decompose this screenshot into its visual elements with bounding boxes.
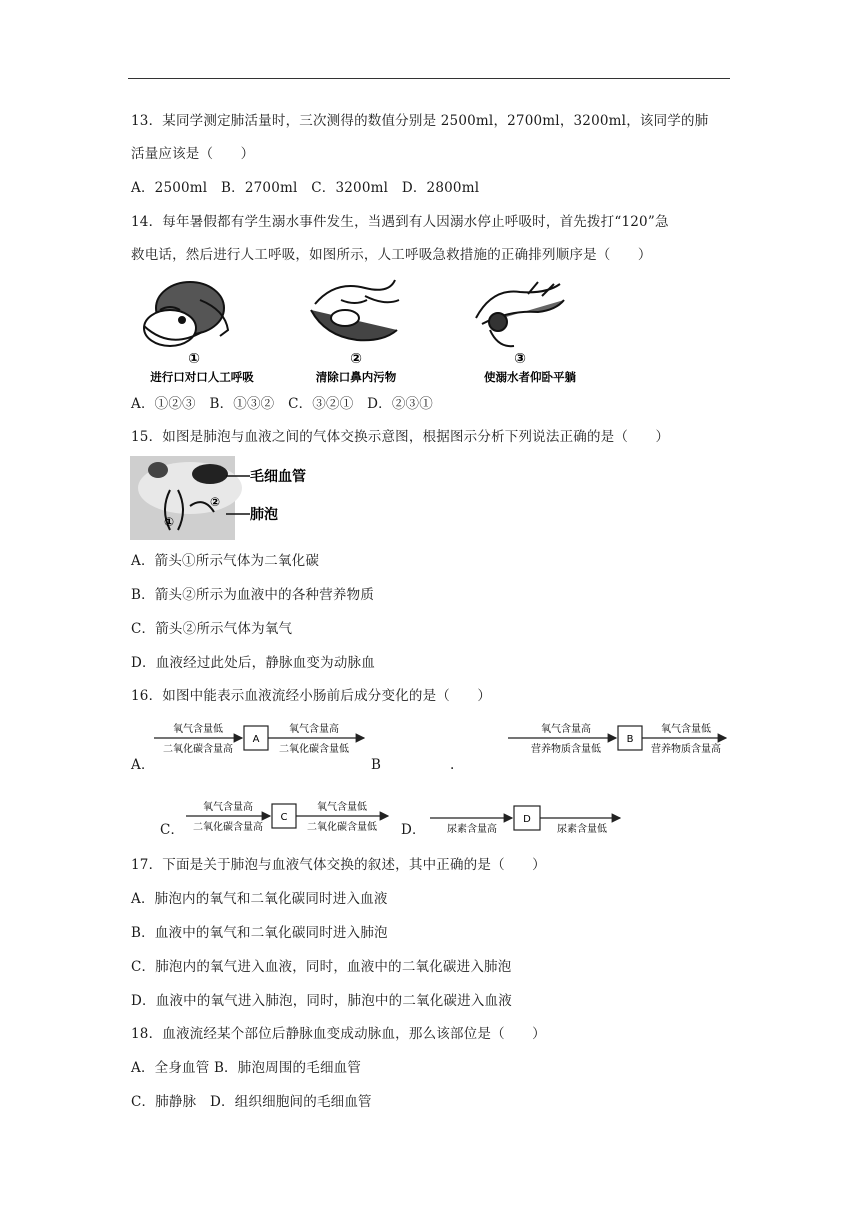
flow-diagram-a	[150, 716, 370, 760]
q16-dot: .	[450, 757, 455, 773]
q16-label-a: A．	[131, 757, 155, 773]
rescue-illustration-1	[144, 282, 228, 346]
a-out-bottom: 二氧化碳含量低	[279, 744, 349, 755]
d-out-bottom: 尿素含量低	[557, 824, 607, 835]
q15-stem: 15．如图是肺泡与血液之间的气体交换示意图，根据图示分析下列说法正确的是（ ）	[131, 429, 670, 445]
label-alveolus: 肺泡	[250, 507, 278, 523]
q18-stem: 18．血液流经某个部位后静脉血变成动脉血，那么该部位是（ ）	[131, 1026, 546, 1042]
q14-stem-line1: 14．每年暑假都有学生溺水事件发生，当遇到有人因溺水停止呼吸时，首先拨打“120”急	[131, 214, 669, 230]
flow-diagram-c	[184, 794, 394, 838]
q15-option-d: D．血液经过此处后，静脉血变为动脉血	[131, 655, 375, 671]
rescue-num-3: ③	[514, 351, 526, 367]
flow-diagram-b	[506, 716, 730, 760]
q17-option-b: B．血液中的氧气和二氧化碳同时进入肺泡	[131, 925, 388, 941]
q17-stem: 17．下面是关于肺泡与血液气体交换的叙述，其中正确的是（ ）	[131, 857, 546, 873]
q13-options: A．2500ml B．2700ml C．3200ml D．2800ml	[131, 180, 480, 196]
d-in-bottom: 尿素含量高	[447, 824, 497, 835]
box-c: C	[280, 812, 288, 823]
q18-options-line2: C．肺静脉 D．组织细胞间的毛细血管	[131, 1094, 372, 1110]
box-b: B	[626, 734, 634, 745]
a-in-bottom: 二氧化碳含量高	[163, 744, 233, 755]
c-in-top: 氧气含量高	[203, 802, 253, 813]
header-rule	[128, 78, 730, 79]
rescue-caption-2: 清除口鼻内污物	[315, 370, 397, 384]
a-in-top: 氧气含量低	[173, 724, 223, 735]
rescue-caption-3: 使溺水者仰卧平躺	[484, 370, 576, 384]
q14-options: A．①②③ B．①③② C．③②① D．②③①	[131, 396, 433, 412]
q15-option-c: C．箭头②所示气体为氧气	[131, 621, 293, 637]
c-out-top: 氧气含量低	[317, 802, 367, 813]
box-d: D	[523, 814, 531, 825]
rescue-num-2: ②	[350, 351, 362, 367]
q16-label-b: B	[371, 757, 382, 773]
q17-option-a: A．肺泡内的氧气和二氧化碳同时进入血液	[131, 891, 388, 907]
q14-stem-line2: 救电话，然后进行人工呼吸，如图所示，人工呼吸急救措施的正确排列顺序是（ ）	[131, 247, 652, 263]
b-out-bottom: 营养物质含量高	[651, 744, 721, 755]
arrow-label-2: ②	[210, 495, 221, 509]
q15-option-b: B．箭头②所示为血液中的各种营养物质	[131, 587, 375, 603]
alveolus-figure	[130, 456, 340, 540]
q16-label-d: D．	[401, 822, 426, 838]
rescue-num-1: ①	[188, 351, 200, 367]
q13-stem-line2: 活量应该是（ ）	[131, 146, 255, 162]
arrow-label-1: ①	[164, 515, 175, 529]
c-out-bottom: 二氧化碳含量低	[307, 822, 377, 833]
flow-diagram-d	[428, 798, 624, 838]
q17-option-d: D．血液中的氧气进入肺泡，同时，肺泡中的二氧化碳进入血液	[131, 993, 512, 1009]
a-out-top: 氧气含量高	[289, 724, 339, 735]
q18-options-line1: A．全身血管 B．肺泡周围的毛细血管	[131, 1060, 362, 1076]
q13-stem-line1: 13．某同学测定肺活量时，三次测得的数值分别是 2500ml，2700ml，3200ml，该同学的肺	[131, 113, 709, 129]
rescue-caption-1: 进行口对口人工呼吸	[150, 370, 254, 384]
q17-option-c: C．肺泡内的氧气进入血液，同时，血液中的二氧化碳进入肺泡	[131, 959, 512, 975]
q15-option-a: A．箭头①所示气体为二氧化碳	[131, 553, 320, 569]
b-out-top: 氧气含量低	[661, 724, 711, 735]
box-a: A	[252, 734, 260, 745]
rescue-figure	[130, 270, 610, 386]
label-capillary: 毛细血管	[250, 469, 306, 485]
b-in-top: 氧气含量高	[541, 724, 591, 735]
rescue-illustration-3	[476, 282, 564, 346]
c-in-bottom: 二氧化碳含量高	[193, 822, 263, 833]
b-in-bottom: 营养物质含量低	[531, 744, 601, 755]
rescue-illustration-2	[311, 280, 399, 340]
q16-label-c: C．	[160, 822, 185, 838]
q16-stem: 16．如图中能表示血液流经小肠前后成分变化的是（ ）	[131, 688, 492, 704]
